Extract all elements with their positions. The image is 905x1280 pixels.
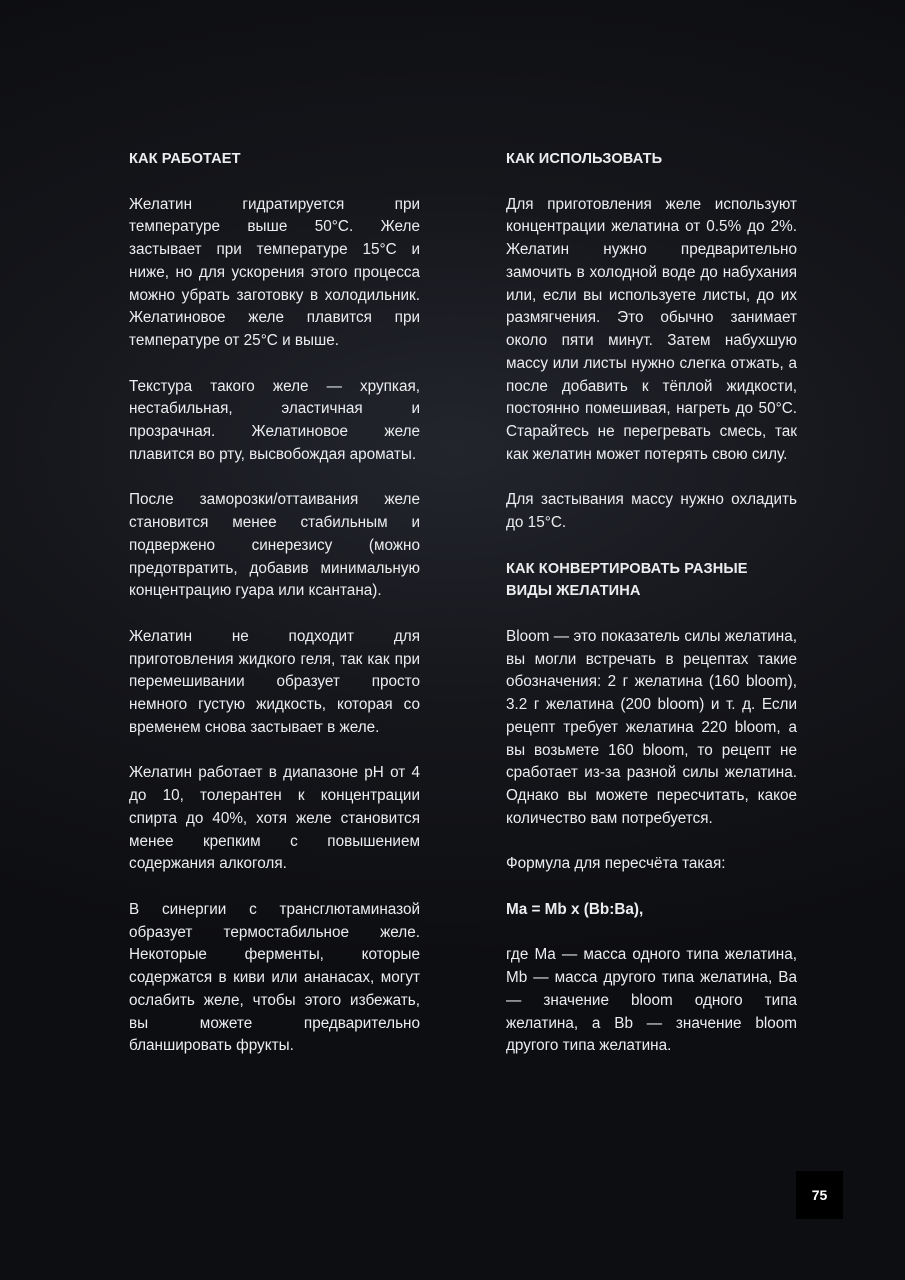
paragraph-setting: Для застывания массу нужно охладить до 15°С. [506, 491, 797, 531]
paragraph-synergy: В синергии с трансглютаминазой образует термостабильное желе. Некоторые ферменты, которые содержатся в киви или ананасах, могут ослабить желе, чтобы этого избежать, вы можете предварительно бланшировать фрукты. [129, 900, 420, 1055]
formula-intro: Формула для пересчёта такая: [506, 855, 726, 873]
left-column [129, 148, 420, 1058]
paragraph-ph-range: Желатин работает в диапазоне pH от 4 до 10, толерантен к концентрации спирта до 40%, хотя желе становится менее крепким с повышением содержания алкоголя. [129, 764, 420, 873]
section-heading-how-to-convert: КАК КОНВЕРТИРОВАТЬ РАЗНЫЕ ВИДЫ ЖЕЛАТИНА [506, 560, 748, 600]
paragraph-preparation: Для приготовления желе используют концентрации желатина от 0.5% до 2%. Желатин нужно предварительно замочить в холодной воде до набухания или, если вы используете листы, до их размягчения. Это обычно занимает около пяти минут. Затем набухшую массу или листы нужно слегка отжать, а после добавить к тёплой жидкости, постоянно помешивая, нагреть до 50°С. Старайтесь не перегревать смесь, так как желатин может потерять свою силу. [506, 195, 797, 463]
formula: Ma = Mb x (Bb:Ba), [506, 900, 644, 918]
paragraph-texture: Текстура такого желе — хрупкая, нестабильная, эластичная и прозрачная. Желатиновое желе плавится во рту, высвобождая ароматы. [129, 377, 420, 463]
page-number: 75 [796, 1171, 843, 1219]
paragraph-liquid-gel: Желатин не подходит для приготовления жидкого геля, так как при перемешивании образует просто немного густую жидкость, которая со временем снова застывает в желе. [129, 627, 420, 736]
section-heading-how-it-works: КАК РАБОТАЕТ [129, 151, 241, 167]
section-heading-how-to-use: КАК ИСПОЛЬЗОВАТЬ [506, 151, 663, 167]
paragraph-bloom: Bloom — это показатель силы желатина, вы могли встречать в рецептах такие обозначения: 2 г желатина (160 bloom), 3.2 г желатина (200 bloom) и т. д. Если рецепт требует желатина 220 bloom, а вы возьмете 160 bloom, то рецепт не сработает из-за разной силы желатина. Однако вы можете пересчитать, какое количество вам потребуется. [506, 627, 797, 827]
right-column [506, 148, 797, 1058]
paragraph-freeze-thaw: После заморозки/оттаивания желе становится менее стабильным и подвержено синерезису (можно предотвратить, добавив минимальную концентрацию гуара или ксантана). [129, 491, 420, 600]
formula-explanation: где Ma — масса одного типа желатина, Mb — масса другого типа желатина, Ba — значение bloom одного типа желатина, а Bb — значение bloom другого типа желатина. [506, 946, 797, 1055]
paragraph-hydration: Желатин гидратируется при температуре выше 50°С. Желе застывает при температуре 15°С и ниже, но для ускорения этого процесса можно убрать заготовку в холодильник. Желатиновое желе плавится при температуре от 25°С и выше. [129, 195, 420, 349]
